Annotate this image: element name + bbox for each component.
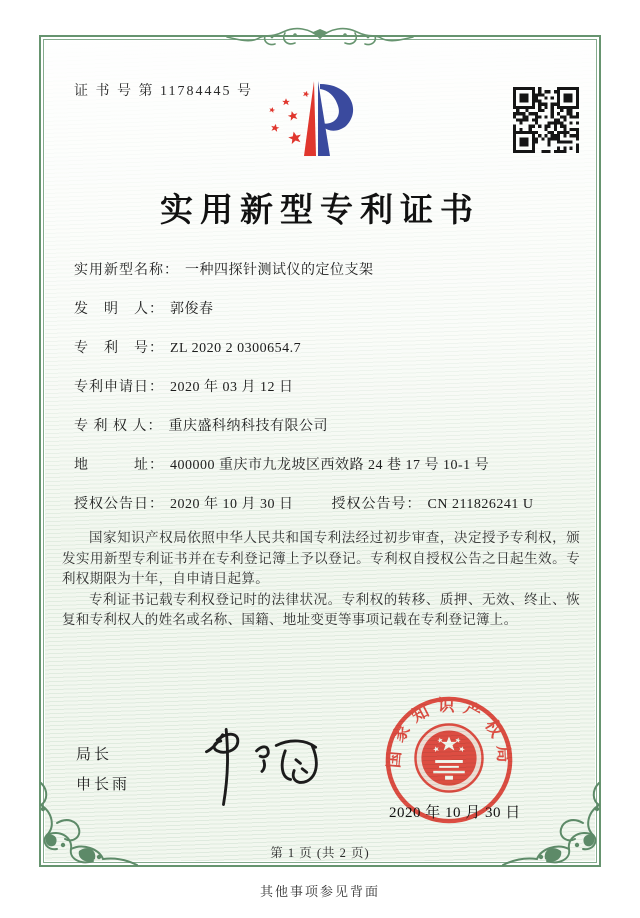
field-value: 一种四探针测试仪的定位支架 xyxy=(185,263,374,278)
field-label: 发 明 人： xyxy=(74,302,164,317)
field-value: ZL 2020 2 0300654.7 xyxy=(170,341,302,356)
director-name: 申长雨 xyxy=(76,777,131,793)
director-block xyxy=(76,740,130,800)
field-row-grant xyxy=(74,493,574,532)
field-value: 重庆盛科纳科技有限公司 xyxy=(168,419,328,434)
field-row-patentee xyxy=(74,415,574,454)
director-title: 局长 xyxy=(76,747,113,763)
cnipa-logo-icon xyxy=(262,76,372,164)
legal-paragraph-2: 专利证书记载专利权登记时的法律状况。专利权的转移、质押、无效、终止、恢复和专利权人的姓名或名称、国籍、地址变更等事项记载在专利登记簿上。 xyxy=(62,591,580,627)
field-value: 2020 年 10 月 30 日 xyxy=(170,497,294,512)
field-label: 实用新型名称： xyxy=(74,263,179,278)
field-label: 地 址： xyxy=(74,458,164,473)
field-value-grant-no: CN 211826241 U xyxy=(427,497,534,512)
back-side-note: 其他事项参见背面 xyxy=(259,884,380,899)
field-label: 授权公告日： xyxy=(74,497,164,512)
seal-text: 国家知识产权局 xyxy=(383,695,514,771)
director-signature xyxy=(178,724,328,809)
field-list xyxy=(74,259,574,532)
qr-code xyxy=(513,87,579,153)
field-row-inventor xyxy=(74,298,574,337)
certificate-number: 证 书 号 第 11784445 号 xyxy=(74,84,253,99)
field-row-address xyxy=(74,454,574,493)
legal-paragraph-1: 国家知识产权局依照中华人民共和国专利法经过初步审查，决定授予专利权，颁发实用新型专利证书并在专利登记簿上予以登记。专利权自授权公告之日起生效。专利权期限为十年，自申请日起算。 xyxy=(62,530,580,586)
seal-date: 2020 年 10 月 30 日 xyxy=(389,805,521,821)
field-label-grant-no: 授权公告号： xyxy=(331,497,422,512)
field-row-patent-no xyxy=(74,337,574,376)
national-emblem-icon xyxy=(416,725,483,792)
page-number: 第 1 页 (共 2 页) xyxy=(270,846,370,860)
field-row-filing-date xyxy=(74,376,574,415)
field-value: 400000 重庆市九龙坡区西效路 24 巷 17 号 10-1 号 xyxy=(170,458,490,473)
field-label: 专 利 号： xyxy=(74,341,164,356)
field-label: 专 利 权 人： xyxy=(74,419,163,434)
field-row-name xyxy=(74,259,574,298)
field-value: 郭俊春 xyxy=(170,302,214,317)
certificate-title: 实用新型专利证书 xyxy=(160,193,480,229)
field-label: 专利申请日： xyxy=(74,380,164,395)
field-value: 2020 年 03 月 12 日 xyxy=(170,380,294,395)
legal-text xyxy=(62,528,580,631)
